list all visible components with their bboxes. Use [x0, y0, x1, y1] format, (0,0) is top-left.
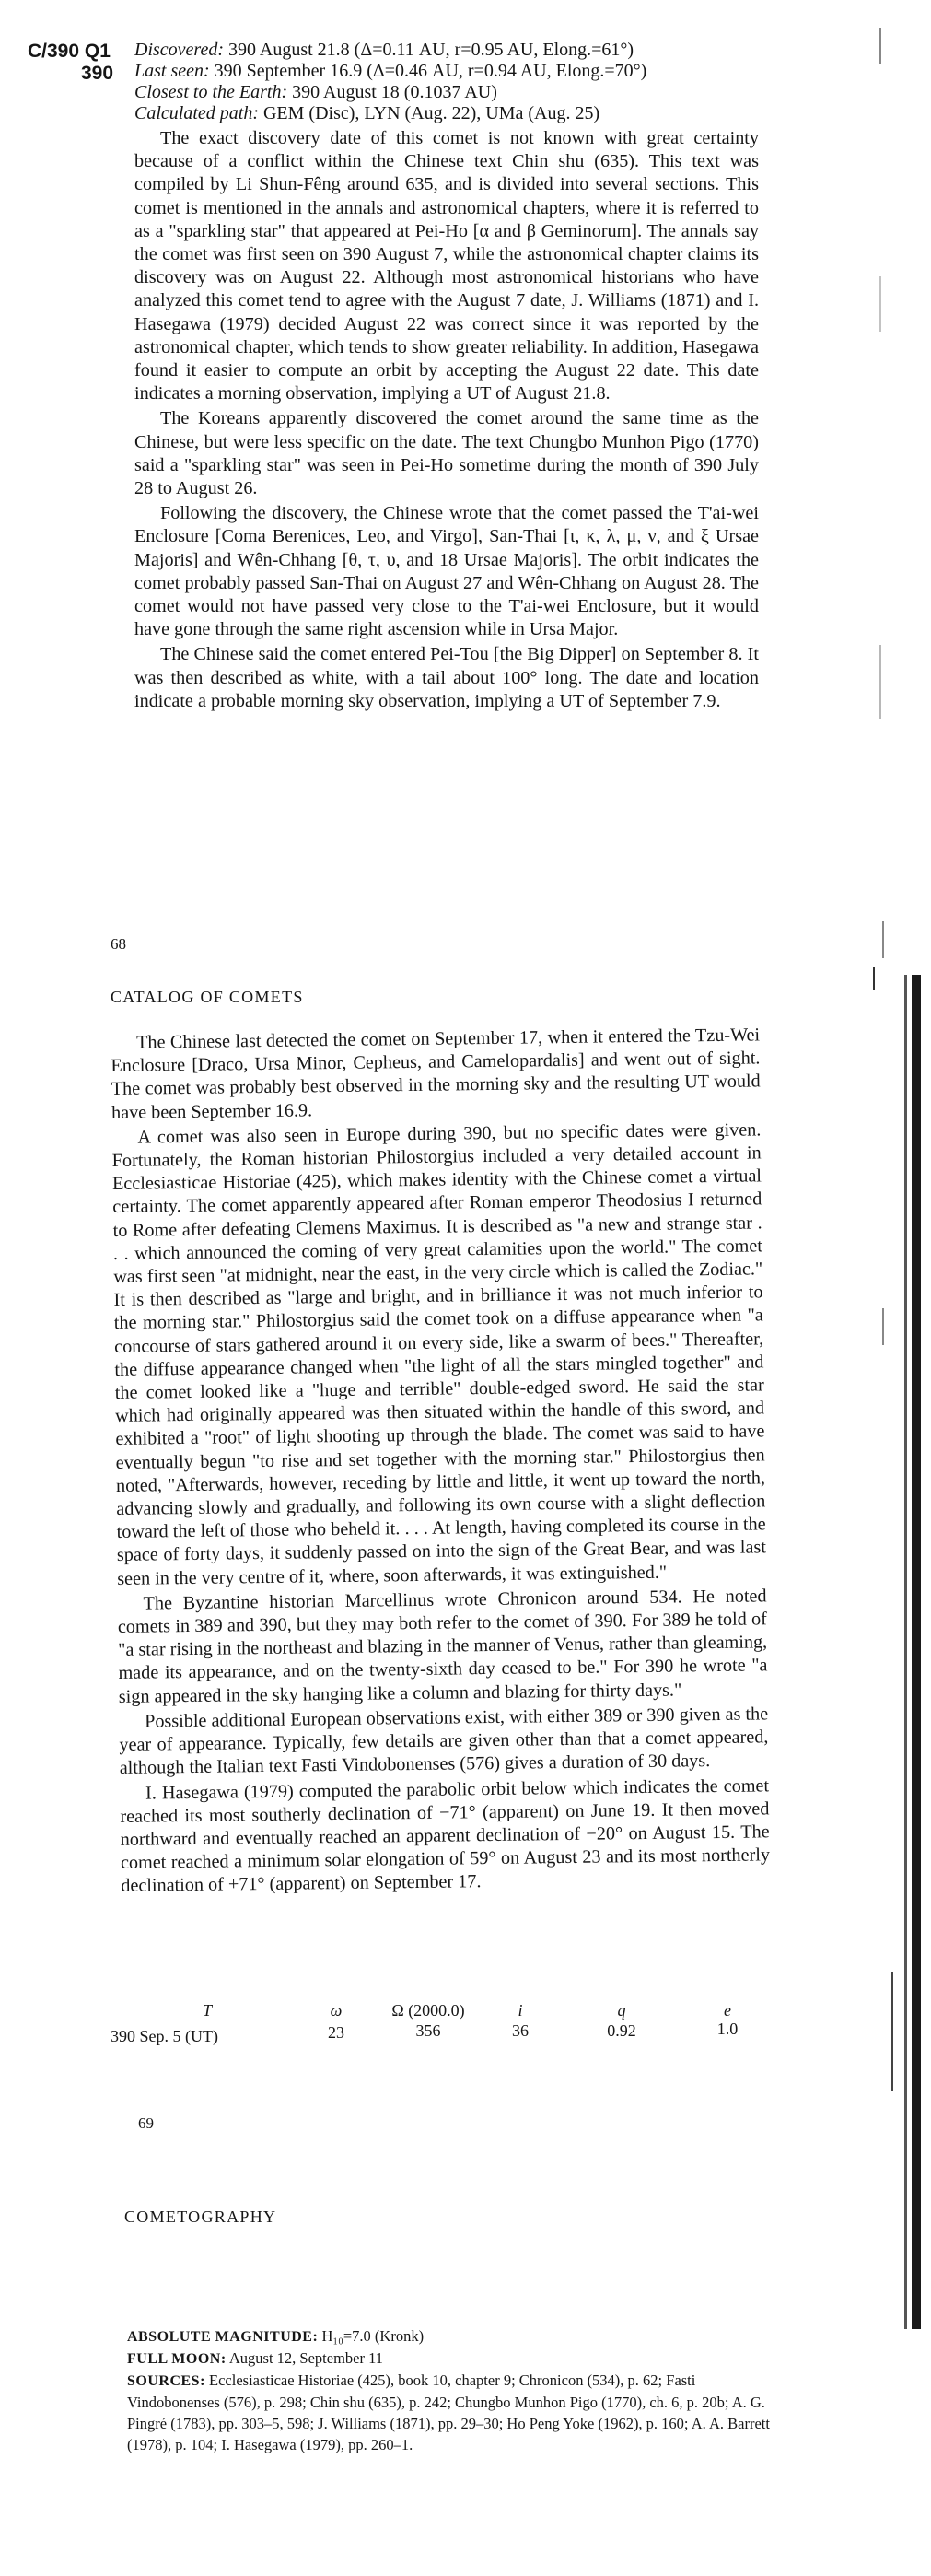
orbit-header-e: e: [724, 2001, 731, 2020]
orbit-table: [111, 2001, 774, 2056]
full-moon: FULL MOON: August 12, September 11: [127, 2349, 384, 2367]
page-edge-shadow: [904, 975, 907, 2329]
page-number: 68: [111, 935, 126, 953]
comet-designation: C/390 Q1: [28, 41, 111, 62]
orbit-value-q: 0.92: [607, 2021, 636, 2040]
orbit-header-node: Ω (2000.0): [391, 2001, 465, 2020]
paragraph: The Chinese said the comet entered Pei-Tou [the Big Dipper] on September 8. It was then described as white, with a tail about 100° long. The date and location indicate a probable morning sky observation, implying a UT of September 7.9.: [134, 644, 759, 711]
paragraph: Possible additional European observations exist, with either 389 or 390 given as the year of appearance. Typically, few details are given other than that a comet appeared, although the Italian text Fasti Vindobonenses (576) gives a duration of 30 days.: [119, 1704, 769, 1779]
header-meta: [134, 40, 646, 124]
paragraph: Following the discovery, the Chinese wrote that the comet passed the T'ai-wei Enclosure [Coma Berenices, Leo, and Virgo], San-Thai [ι, κ, λ, μ, ν, and ξ Ursae Majoris] and Wên-Chhang [θ, τ, υ, and 18 Ursae Majoris]. The orbit indicates the comet probably passed San-Thai on August 27 and Wên-Chhang on August 28. The comet would not have passed very close to the T'ai-wei Enclosure, but it would have gone through the same right ascension while in Ursa Major.: [134, 503, 759, 640]
page2-body: [111, 1024, 770, 1898]
orbit-header-omega: ω: [330, 2001, 343, 2020]
orbit-header-T: T: [202, 2001, 212, 2020]
page3-body: [127, 2325, 770, 2455]
closest-line: Closest to the Earth: 390 August 18 (0.1037 AU): [134, 82, 497, 102]
discovered-line: Discovered: 390 August 21.8 (Δ=0.11 AU, r=0.95 AU, Elong.=61°): [134, 40, 634, 60]
scan-edge-mark: [879, 276, 881, 332]
scan-edge-mark: [891, 1972, 893, 2091]
orbit-header-i: i: [518, 2001, 523, 2020]
sources: SOURCES: Ecclesiasticae Historiae (425), book 10, chapter 9; Chronicon (534), p. 62; Fasti Vindobonenses (576), p. 298; Chin shu (635), p. 242; Chungbo Munhon Pigo (1770), ch. 6, p. 20b; A. G. Pingré (1783), pp. 303–5, 598; J. Williams (1871), pp. 29–30; Ho Peng Yoke (1962), p. 160; A. A. Barrett (1978), p. 104; I. Hasegawa (1979), pp. 260–1.: [127, 2371, 770, 2453]
scan-edge-mark: [882, 1308, 884, 1345]
orbit-value-omega: 23: [328, 2023, 344, 2042]
scan-edge-mark: [879, 645, 881, 719]
comet-year: 390: [81, 63, 114, 84]
page1-body: [134, 127, 759, 713]
scan-edge-mark: [882, 921, 884, 958]
orbit-header-q: q: [617, 2001, 626, 2020]
page-number: 69: [138, 2114, 154, 2132]
orbit-value-T: 390 Sep. 5 (UT): [111, 2027, 218, 2045]
absolute-magnitude: ABSOLUTE MAGNITUDE: H₁₀=7.0 (Kronk): [127, 2327, 425, 2345]
calculated-path-line: Calculated path: GEM (Disc), LYN (Aug. 22), UMa (Aug. 25): [134, 103, 600, 123]
paragraph: The Koreans apparently discovered the comet around the same time as the Chinese, but were less specific on the date. The text Chungbo Munhon Pigo (1770) said a "sparkling star" was seen in Pei-Ho sometime during the month of 390 July 28 to August 26.: [134, 408, 759, 499]
paragraph: The Byzantine historian Marcellinus wrote Chronicon around 534. He noted comets in 389 and 390, but they may both refer to the comet of 390. For 389 he told of "a star rising in the northeast and blazing in the manner of Venus, rather than gleaming, made its appearance, and on the twenty-sixth day ceased to be." For 390 he wrote "a sign appeared in the sky hanging like a column and blazing for thirty days.": [117, 1586, 768, 1707]
orbit-value-i: 36: [512, 2021, 529, 2040]
page-edge-shadow: [912, 975, 921, 2329]
running-head: COMETOGRAPHY: [124, 2207, 277, 2226]
scan-edge-mark: [873, 967, 875, 990]
orbit-value-node: 356: [415, 2021, 441, 2040]
scan-edge-mark: [879, 28, 881, 64]
paragraph: I. Hasegawa (1979) computed the parabolic orbit below which indicates the comet reached its most southerly declination of −71° (apparent) on June 19. It then moved northward and eventually reached an apparent declination of −20° on August 15. The comet reached a minimum solar elongation of 59° on August 23 and its most northerly declination of +71° (apparent) on September 17.: [120, 1774, 771, 1897]
paragraph: A comet was also seen in Europe during 390, but no specific dates were given. Fortunately, the Roman historian Philostorgius included a very detailed account in Ecclesiasticae Historiae (425), which makes identity with the Chinese comet a virtual certainty. The comet apparently appeared after Roman emperor Theodosius I returned to Rome after defeating Clemens Maximus. It is described as "a new and strange star . . . which announced the coming of very great calamities upon the world." The comet was first seen "at midnight, near the east, in the very circle which is called the Zodiac." It is then described as "large and bright, and in brilliance it was not much inferior to the morning star." Philostorgius said the comet took on a diffuse appearance when "a concourse of stars gathered around it on every side, like a swarm of bees." Thereafter, the diffuse appearance changed when "the light of all the stars mingled together" and the comet looked like a "huge and terrible" double-edged sword. He said the star which had originally appeared was then situated within the handle of this sword, and exhibited a "root" of light shooting up through the blade. The comet was said to have eventually begun "to rise and set together with the morning star." Philostorgius then noted, "Afterwards, however, receding by little and little, it went up toward the north, advancing slowly and gradually, and following its own course with a slight deflection toward the left of those who beheld it. . . . At length, having completed its course in the space of forty days, it suddenly passed on into the sign of the Great Bear, and was last seen in the very centre of it, where, soon afterwards, it was extinguished.": [111, 1119, 767, 1589]
paragraph: The exact discovery date of this comet is not known with great certainty because of a conflict within the Chinese text Chin shu (635). This text was compiled by Li Shun-Fêng around 635, and is divided into several sections. This comet is mentioned in the annals and astronomical chapters, where it is referred to as a "sparkling star" that appeared at Pei-Ho [α and β Geminorum]. The annals say the comet was first seen on 390 August 7, while the astronomical chapter claims its discovery was on August 22. Although most astronomical historians who have analyzed this comet tend to agree with the August 7 date, J. Williams (1871) and I. Hasegawa (1979) decided August 22 was correct since it was reported by the astronomical chapter, which tends to show greater reliability. In addition, Hasegawa found it easier to compute an orbit by accepting the August 22 date. This date indicates a morning observation, implying a UT of August 21.8.: [134, 128, 759, 404]
paragraph: The Chinese last detected the comet on September 17, when it entered the Tzu-Wei Enclosure [Draco, Ursa Minor, Cepheus, and Camelopardalis] and went out of sight. The comet was probably best observed in the morning sky and the resulting UT would have been September 16.9.: [111, 1025, 761, 1123]
last-seen-line: Last seen: 390 September 16.9 (Δ=0.46 AU, r=0.94 AU, Elong.=70°): [134, 61, 647, 81]
running-head: CATALOG OF COMETS: [111, 988, 304, 1006]
orbit-value-e: 1.0: [716, 2020, 739, 2038]
